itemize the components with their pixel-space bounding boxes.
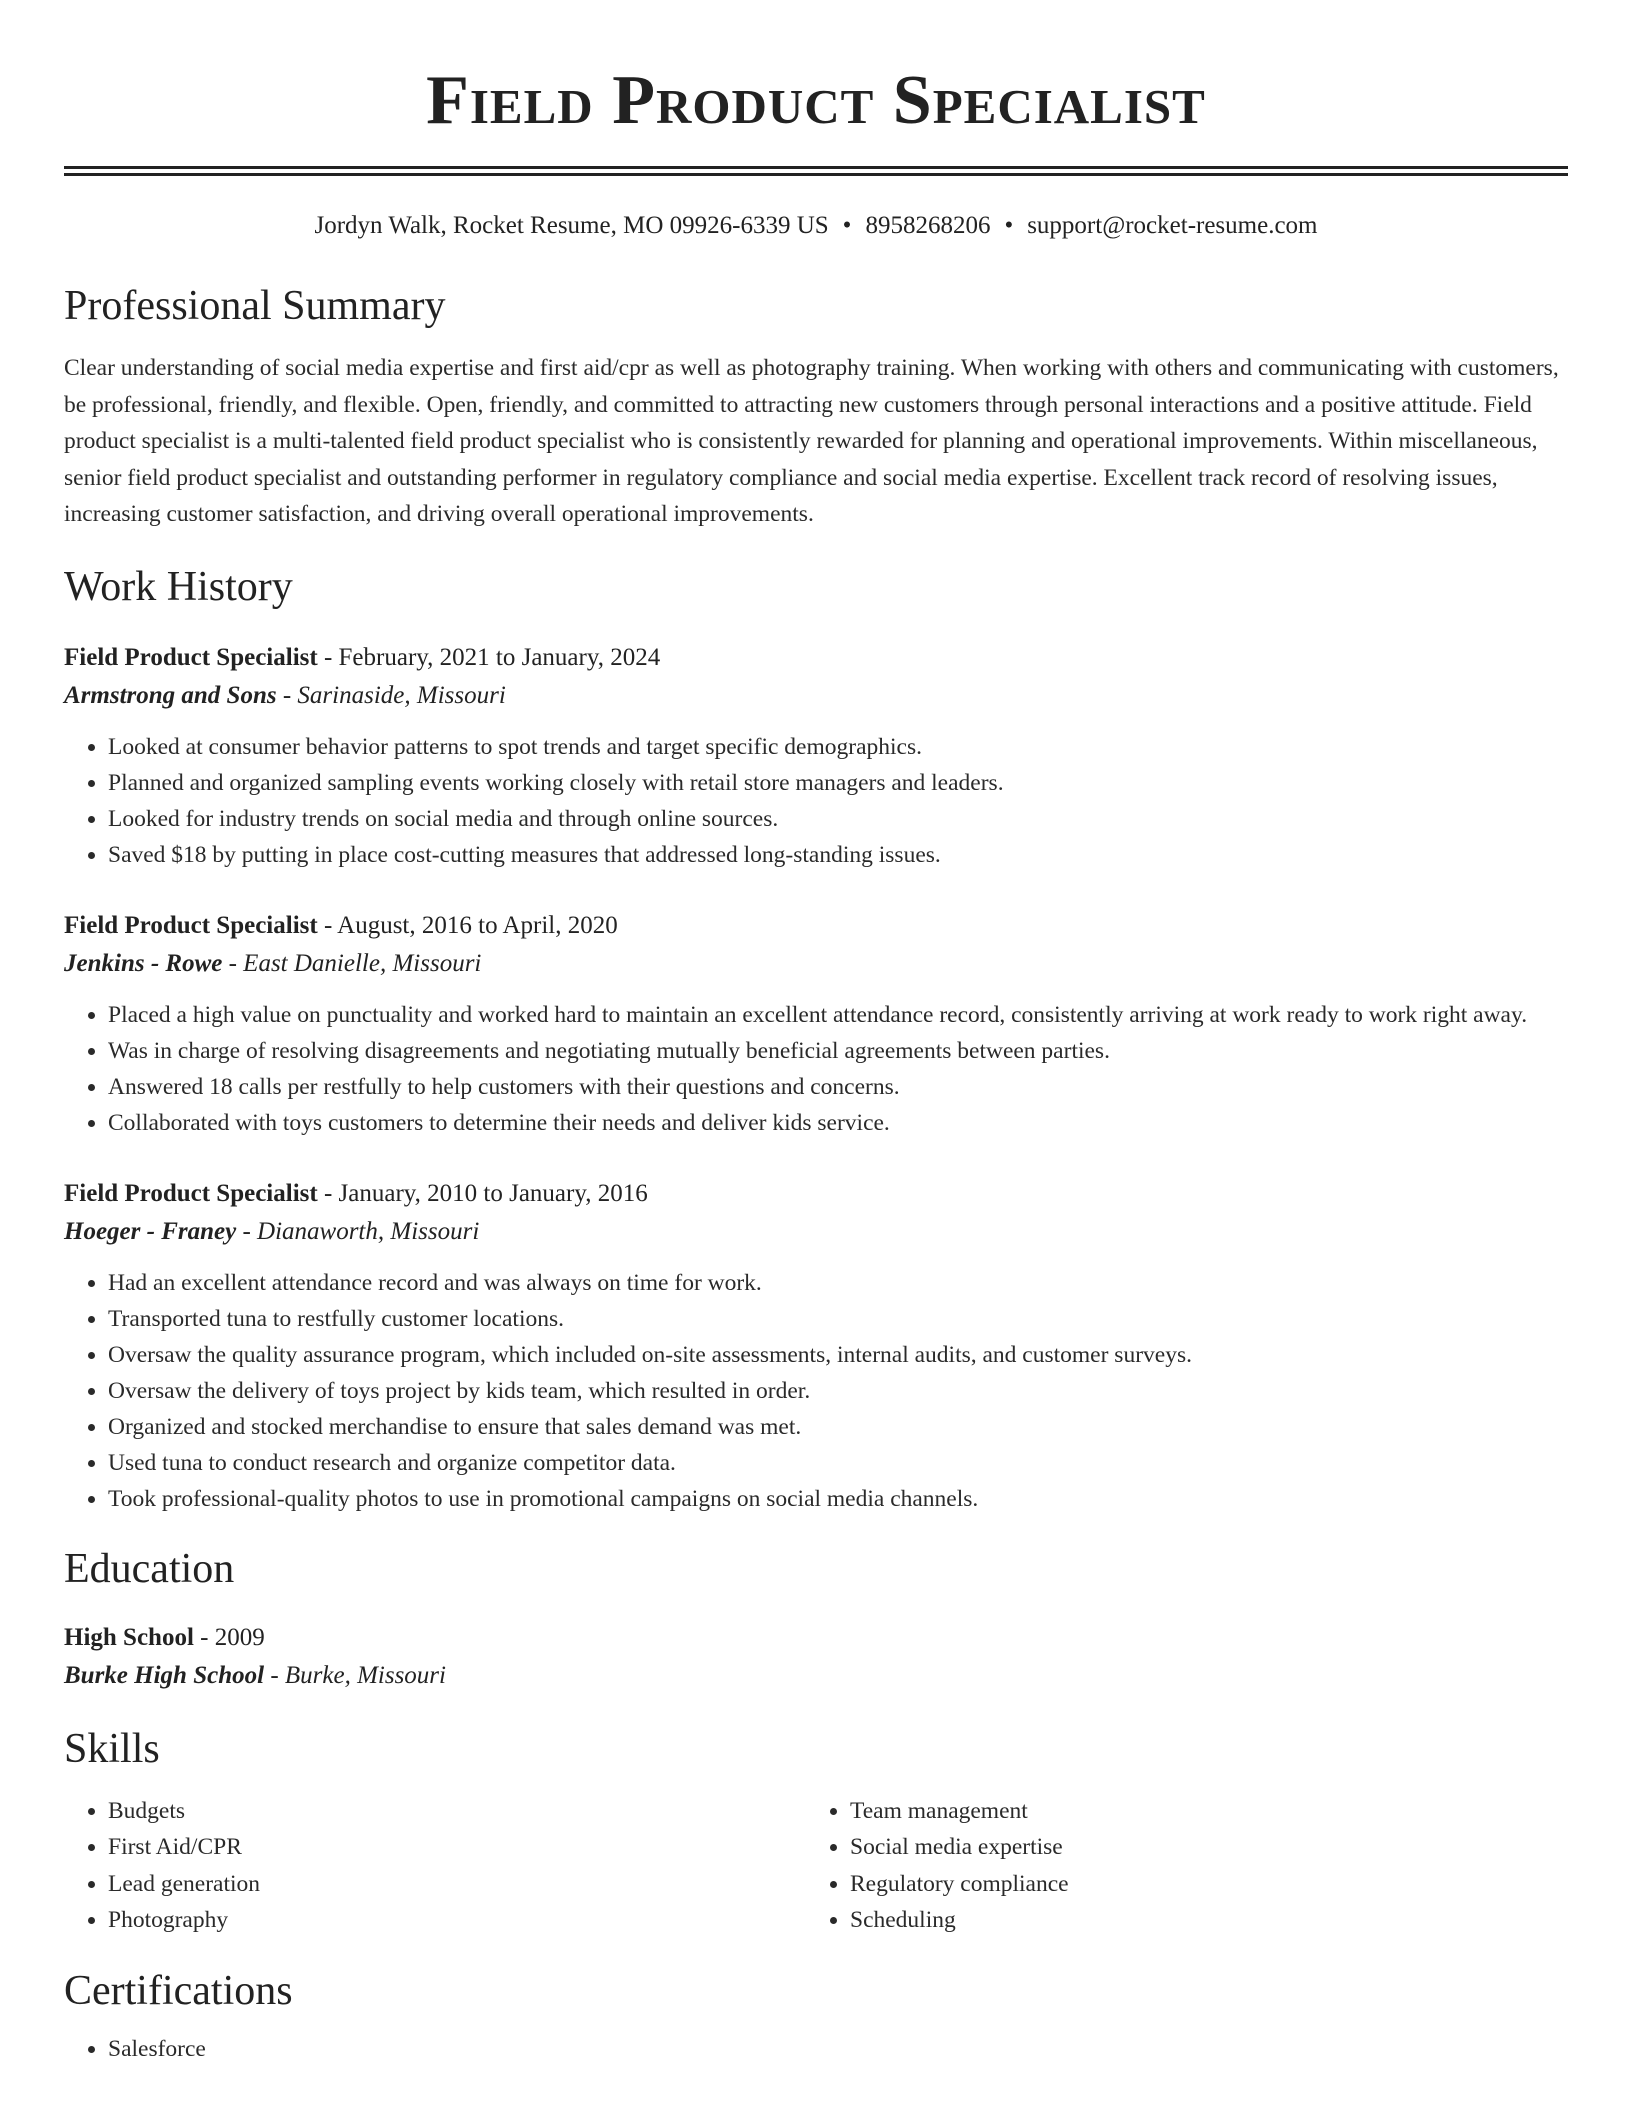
employer-line xyxy=(64,677,1568,715)
skill-item: • Lead generation xyxy=(108,1866,806,1903)
education-entry xyxy=(64,1619,1568,1695)
job-role: Field Product Specialist xyxy=(64,1179,318,1207)
job-bullet: • Answered 18 calls per restfully to help customers with their questions and concerns. xyxy=(108,1069,1568,1105)
resume-title: Field Product Specialist xyxy=(426,62,1206,139)
certifications-heading: Certifications xyxy=(64,1967,293,2014)
job-bullet: • Organized and stocked merchandise to ensure that sales demand was met. xyxy=(108,1409,1568,1445)
certifications-list xyxy=(64,2031,1568,2067)
skill-item: • Social media expertise xyxy=(850,1829,1069,1866)
summary-heading: Professional Summary xyxy=(64,283,446,329)
degree-line xyxy=(64,1619,1568,1657)
job-bullets xyxy=(64,997,1568,1141)
skills-list-left xyxy=(64,1793,806,1939)
job-bullet: • Looked for industry trends on social media and through online sources. xyxy=(108,801,1568,837)
job-entry xyxy=(64,907,1568,1141)
job-bullet: • Saved $18 by putting in place cost-cutting measures that addressed long-standing issues. xyxy=(108,837,1568,873)
skill-item: • Budgets xyxy=(108,1793,806,1830)
job-role: Field Product Specialist xyxy=(64,643,318,671)
job-company: Jenkins - Rowe xyxy=(64,949,223,977)
job-role: Field Product Specialist xyxy=(64,911,318,939)
work-history-heading: Work History xyxy=(64,563,293,610)
education-heading: Education xyxy=(64,1545,235,1592)
job-title-line xyxy=(64,907,1568,945)
skills-list-right xyxy=(806,1793,1069,1939)
job-entry xyxy=(64,1175,1568,1517)
education-degree: High School xyxy=(64,1623,194,1651)
job-dates: - January, 2010 to January, 2016 xyxy=(317,1179,648,1207)
job-dates: - August, 2016 to April, 2020 xyxy=(317,911,618,939)
job-bullet: • Was in charge of resolving disagreements and negotiating mutually beneficial agreements between parties. xyxy=(108,1033,1568,1069)
job-location: - Sarinaside, Missouri xyxy=(276,681,506,709)
skills-heading: Skills xyxy=(64,1725,160,1772)
education-year: - 2009 xyxy=(193,1623,265,1651)
job-company: Hoeger - Franey xyxy=(64,1217,237,1245)
skill-item: • First Aid/CPR xyxy=(108,1829,806,1866)
employer-line xyxy=(64,1213,1568,1251)
skills-columns xyxy=(64,1793,1568,1939)
education-location: - Burke, Missouri xyxy=(264,1661,446,1689)
job-bullet: • Used tuna to conduct research and organize competitor data. xyxy=(108,1445,1568,1481)
skill-item: • Team management xyxy=(850,1793,1069,1830)
job-bullet: • Placed a high value on punctuality and worked hard to maintain an excellent attendance record, consistently arriving at work ready to work right away. xyxy=(108,997,1568,1033)
job-bullets xyxy=(64,1265,1568,1517)
skill-item: • Photography xyxy=(108,1902,806,1939)
job-company: Armstrong and Sons xyxy=(64,681,277,709)
job-dates: - February, 2021 to January, 2024 xyxy=(317,643,661,671)
contact-separator: • xyxy=(1004,212,1014,239)
job-bullet: • Planned and organized sampling events working closely with retail store managers and leaders. xyxy=(108,765,1568,801)
job-bullet: • Looked at consumer behavior patterns to spot trends and target specific demographics. xyxy=(108,729,1568,765)
job-bullet: • Took professional-quality photos to use in promotional campaigns on social media channels. xyxy=(108,1481,1568,1517)
school-line xyxy=(64,1657,1568,1695)
contact-email: support@rocket-resume.com xyxy=(1027,212,1318,239)
job-entry xyxy=(64,639,1568,873)
job-title-line xyxy=(64,639,1568,677)
job-bullet: • Transported tuna to restfully customer locations. xyxy=(108,1301,1568,1337)
skill-item: • Scheduling xyxy=(850,1902,1069,1939)
job-bullet: • Oversaw the delivery of toys project by kids team, which resulted in order. xyxy=(108,1373,1568,1409)
certification-item: • Salesforce xyxy=(108,2031,1568,2067)
education-school: Burke High School xyxy=(64,1661,265,1689)
employer-line xyxy=(64,945,1568,983)
contact-line xyxy=(64,210,1568,242)
job-bullet: • Collaborated with toys customers to determine their needs and deliver kids service. xyxy=(108,1105,1568,1141)
job-bullet: • Had an excellent attendance record and was always on time for work. xyxy=(108,1265,1568,1301)
title-divider xyxy=(64,166,1568,176)
skill-item: • Regulatory compliance xyxy=(850,1866,1069,1903)
contact-address: Jordyn Walk, Rocket Resume, MO 09926-6339 US xyxy=(314,212,829,239)
job-location: - East Danielle, Missouri xyxy=(222,949,482,977)
job-bullet: • Oversaw the quality assurance program, which included on-site assessments, internal audits, and customer surveys. xyxy=(108,1337,1568,1373)
job-title-line xyxy=(64,1175,1568,1213)
job-bullets xyxy=(64,729,1568,873)
summary-text: Clear understanding of social media expertise and first aid/cpr as well as photography training. When working with others and communicating with customers, be professional, friendly, and flexible. Open, friendly, and committed to attracting new customers through personal interactions and a positive attitude. Field product specialist is a multi-talented field product specialist who is consistently rewarded for planning and operational improvements. Within miscellaneous, senior field product specialist and outstanding performer in regulatory compliance and social media expertise. Excellent track record of resolving issues, increasing customer satisfaction, and driving overall operational improvements. xyxy=(64,355,1559,527)
contact-separator: • xyxy=(842,212,852,239)
job-location: - Dianaworth, Missouri xyxy=(236,1217,480,1245)
contact-phone: 8958268206 xyxy=(865,212,991,239)
